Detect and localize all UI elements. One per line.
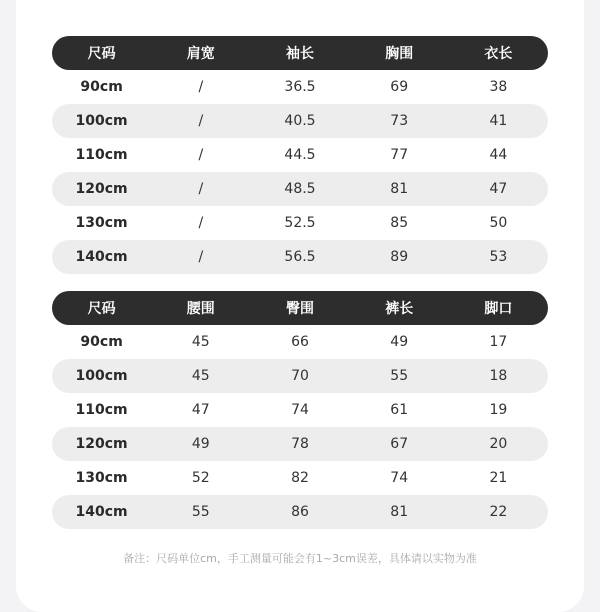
table-cell: 89 — [390, 249, 409, 265]
table-cell: 44 — [489, 147, 508, 163]
header-cell-leg-opening: 脚口 — [484, 301, 513, 317]
table-cell: 61 — [390, 402, 409, 418]
table-cell: 52 — [191, 470, 210, 486]
table-cell: 40.5 — [284, 113, 316, 129]
table-cell: 67 — [390, 436, 409, 452]
table-cell: 74 — [390, 470, 409, 486]
table-cell: 66 — [291, 334, 309, 350]
table-cell: 36.5 — [284, 79, 316, 95]
table-cell: 73 — [390, 113, 409, 129]
table-cell: 53 — [489, 249, 508, 265]
table-cell: 140cm — [75, 504, 128, 520]
header-cell-chest: 胸围 — [385, 46, 414, 62]
table-cell: 86 — [291, 504, 309, 520]
table-cell: 81 — [390, 504, 409, 520]
table-row — [52, 427, 548, 461]
table-cell: 18 — [489, 368, 508, 384]
table-cell: 45 — [191, 368, 210, 384]
table-cell: 81 — [390, 181, 409, 197]
table-cell: 48.5 — [284, 181, 316, 197]
header-cell-size: 尺码 — [87, 301, 116, 317]
header-cell-shoulder: 肩宽 — [186, 46, 215, 62]
table-cell: 100cm — [75, 113, 128, 129]
header-cell-waist: 腰围 — [186, 301, 215, 317]
header-cell-hip: 臀围 — [286, 301, 314, 317]
table-cell: / — [198, 147, 204, 163]
table-cell: 110cm — [75, 402, 128, 418]
table-cell: 55 — [390, 368, 409, 384]
table-cell: 82 — [291, 470, 309, 486]
table-cell: 120cm — [75, 181, 128, 197]
table-cell: 45 — [191, 334, 210, 350]
table-row — [52, 172, 548, 206]
table-header — [52, 291, 548, 325]
table-cell: 17 — [489, 334, 508, 350]
table-cell: / — [198, 215, 204, 231]
table-cell: 110cm — [75, 147, 128, 163]
table-row — [52, 393, 548, 427]
table-row — [52, 70, 548, 104]
table-cell: 50 — [489, 215, 508, 231]
table-cell: / — [198, 113, 204, 129]
header-cell-length: 衣长 — [484, 46, 513, 62]
table-cell: 56.5 — [284, 249, 316, 265]
header-cell-sleeve: 袖长 — [286, 46, 314, 62]
table-cell: 77 — [390, 147, 409, 163]
table-cell: 41 — [489, 113, 508, 129]
table-cell: 19 — [489, 402, 508, 418]
table-cell: / — [198, 79, 204, 95]
table-cell: 52.5 — [284, 215, 316, 231]
pants-size-table — [52, 291, 548, 529]
table-cell: 74 — [291, 402, 309, 418]
table-cell: 49 — [390, 334, 409, 350]
table-row — [52, 461, 548, 495]
table-row — [52, 325, 548, 359]
table-cell: 44.5 — [284, 147, 316, 163]
table-cell: 85 — [390, 215, 409, 231]
table-cell: 100cm — [75, 368, 128, 384]
table-header — [52, 36, 548, 70]
table-cell: / — [198, 249, 204, 265]
table-cell: 130cm — [75, 215, 128, 231]
table-row — [52, 495, 548, 529]
table-cell: 78 — [291, 436, 309, 452]
header-cell-size: 尺码 — [87, 46, 116, 62]
table-cell: 22 — [489, 504, 508, 520]
table-cell: 90cm — [80, 79, 123, 95]
table-cell: 140cm — [75, 249, 128, 265]
table-cell: 47 — [489, 181, 508, 197]
table-row — [52, 138, 548, 172]
table-cell: 120cm — [75, 436, 128, 452]
table-row — [52, 240, 548, 274]
table-row — [52, 359, 548, 393]
table-cell: 49 — [191, 436, 210, 452]
table-cell: 70 — [291, 368, 309, 384]
table-cell: 21 — [489, 470, 508, 486]
table-cell: 38 — [489, 79, 508, 95]
measurement-note: 备注：尺码单位cm，手工测量可能会有1~3cm误差，具体请以实物为准 — [123, 552, 477, 565]
table-cell: 69 — [390, 79, 409, 95]
top-size-table — [52, 36, 548, 274]
table-cell: 90cm — [80, 334, 123, 350]
table-row — [52, 104, 548, 138]
table-cell: 130cm — [75, 470, 128, 486]
table-row — [52, 206, 548, 240]
table-cell: 55 — [191, 504, 210, 520]
table-cell: 47 — [191, 402, 210, 418]
table-cell: 20 — [489, 436, 508, 452]
table-cell: / — [198, 181, 204, 197]
header-cell-pants-length: 裤长 — [385, 301, 414, 317]
